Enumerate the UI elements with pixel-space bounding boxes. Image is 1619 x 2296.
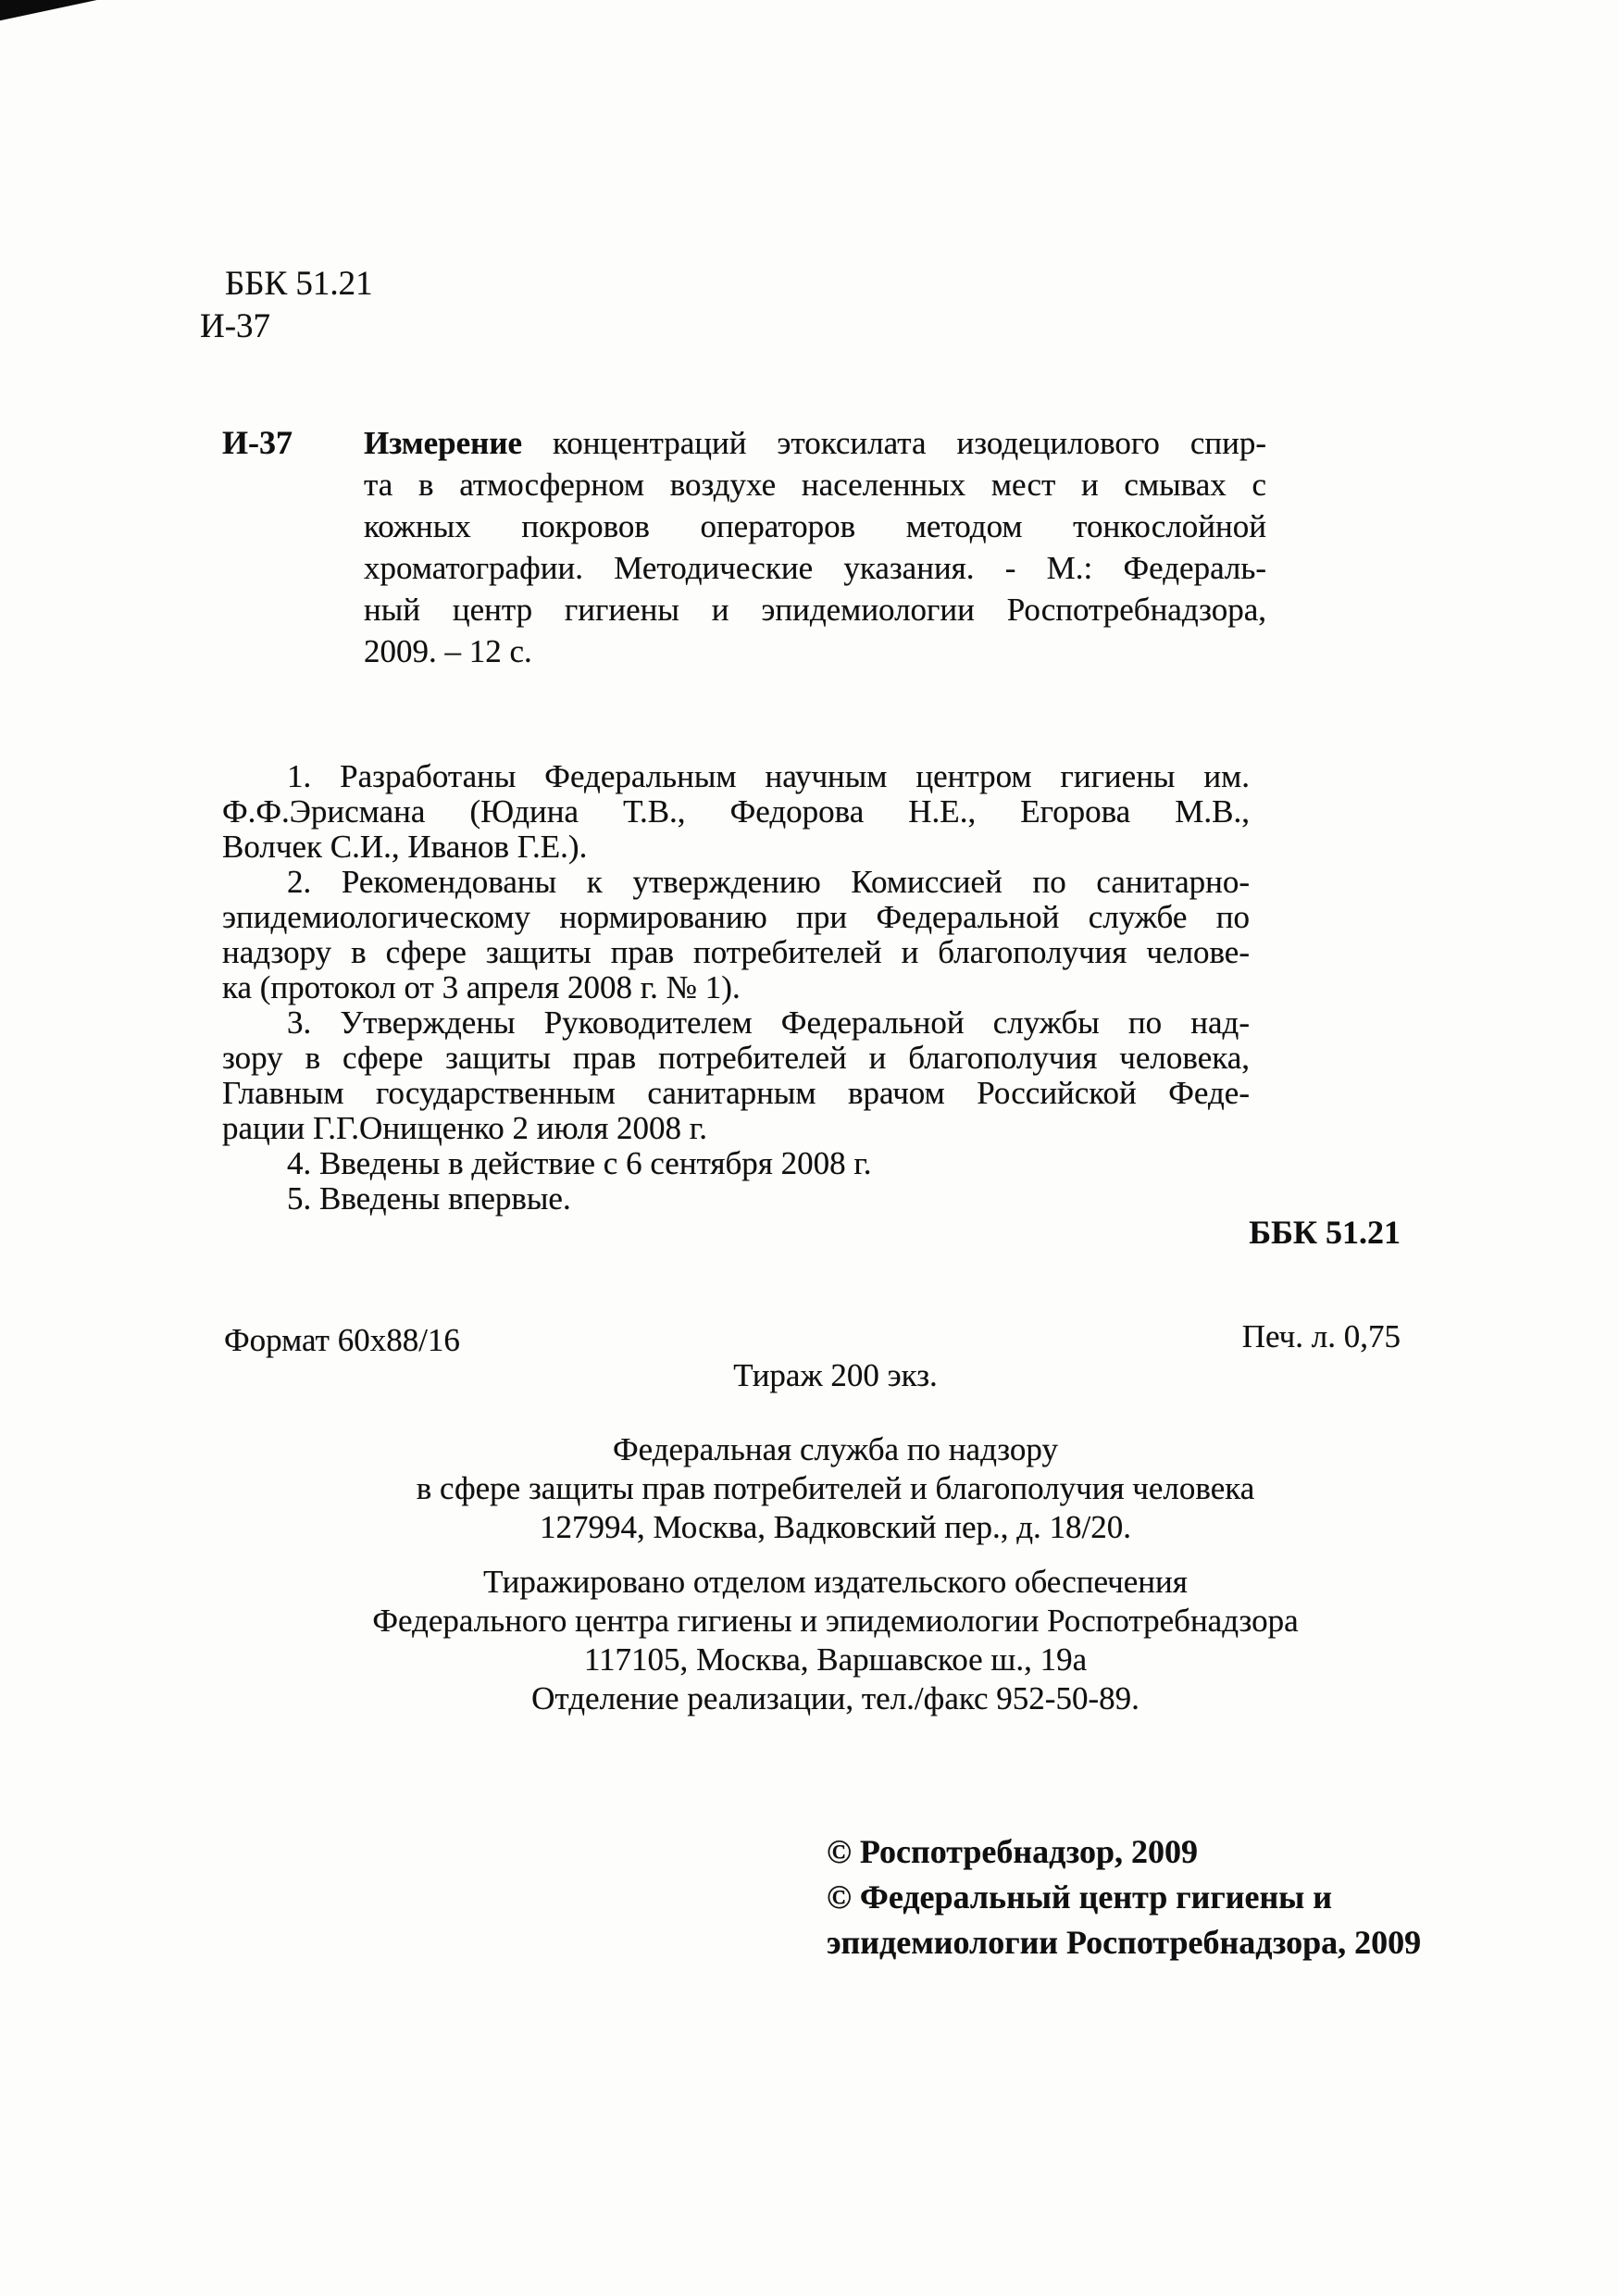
entry-annotation-first-line: [364, 422, 1266, 464]
publisher-address-block: Федеральная служба по надзору в сфере защиты прав потребителей и благополучия человека 127994, Москва, Вадковский пер., д. 18/20.: [416, 1431, 1255, 1545]
copyright-block: © Роспотребнадзор, 2009 © Федеральный центр гигиены и эпидемиологии Роспотребнадзора, 2009: [827, 1833, 1422, 1961]
note-recommended: 2. Рекомендованы к утверждению Комиссией по санитарно- эпидемиологическому нормированию при Федеральной службе по надзору в сфере защиты прав потребителей и благополучия челове- ка (протокол от 3 апреля 2008 г. № 1).: [222, 864, 1250, 1005]
entry-annotation: [364, 422, 1266, 672]
imprint-print-sheets: Печ. л. 0,75: [1241, 1318, 1401, 1354]
imprint-format: Формат 60x88/16: [224, 1322, 460, 1358]
note-first-introduced: 5. Введены впервые.: [287, 1180, 571, 1217]
notes-list: [222, 759, 1250, 1217]
entry-title: Измерение: [364, 425, 523, 461]
note-developed: 1. Разработаны Федеральным научным центром гигиены им. Ф.Ф.Эрисмана (Юдина Т.В., Федорова Н.Е., Егорова М.В., Волчек С.И., Иванов Г.Е.).: [222, 758, 1250, 865]
entry-annotation-lines: та в атмосферном воздухе населенных мест и смывах с кожных покровов операторов методом тонкослойной хроматографии. Методические указания. - М.: Федераль- ный центр гигиены и эпидемиологии Роспотребнадзора, 2009. – 12 с.: [364, 467, 1266, 669]
catalog-entry: [222, 422, 1266, 672]
scan-artifact: [0, 0, 119, 26]
bbk-classification-right: ББК 51.21: [1249, 1214, 1401, 1251]
note-effective-date: 4. Введены в действие с 6 сентября 2008 г.: [287, 1145, 872, 1181]
imprint-print-run: Тираж 200 экз.: [733, 1357, 938, 1393]
entry-first-line-rest: концентраций этоксилата изодецилового спир-: [553, 425, 1267, 461]
note-approved: 3. Утверждены Руководителем Федеральной службы по над- зору в сфере защиты прав потребителей и благополучия человека, Главным государственным санитарным врачом Российской Феде- рации Г.Г.Онищенко 2 июля 2008 г.: [222, 1004, 1250, 1146]
entry-code: И-37: [222, 424, 293, 461]
bbk-classification: ББК 51.21 И-37: [200, 265, 373, 345]
printing-office-block: Тиражировано отделом издательского обеспечения Федерального центра гигиены и эпидемиологии Роспотребнадзора 117105, Москва, Варшавское ш., 19а Отделение реализации, тел./факс 952-50-89.: [372, 1564, 1299, 1716]
